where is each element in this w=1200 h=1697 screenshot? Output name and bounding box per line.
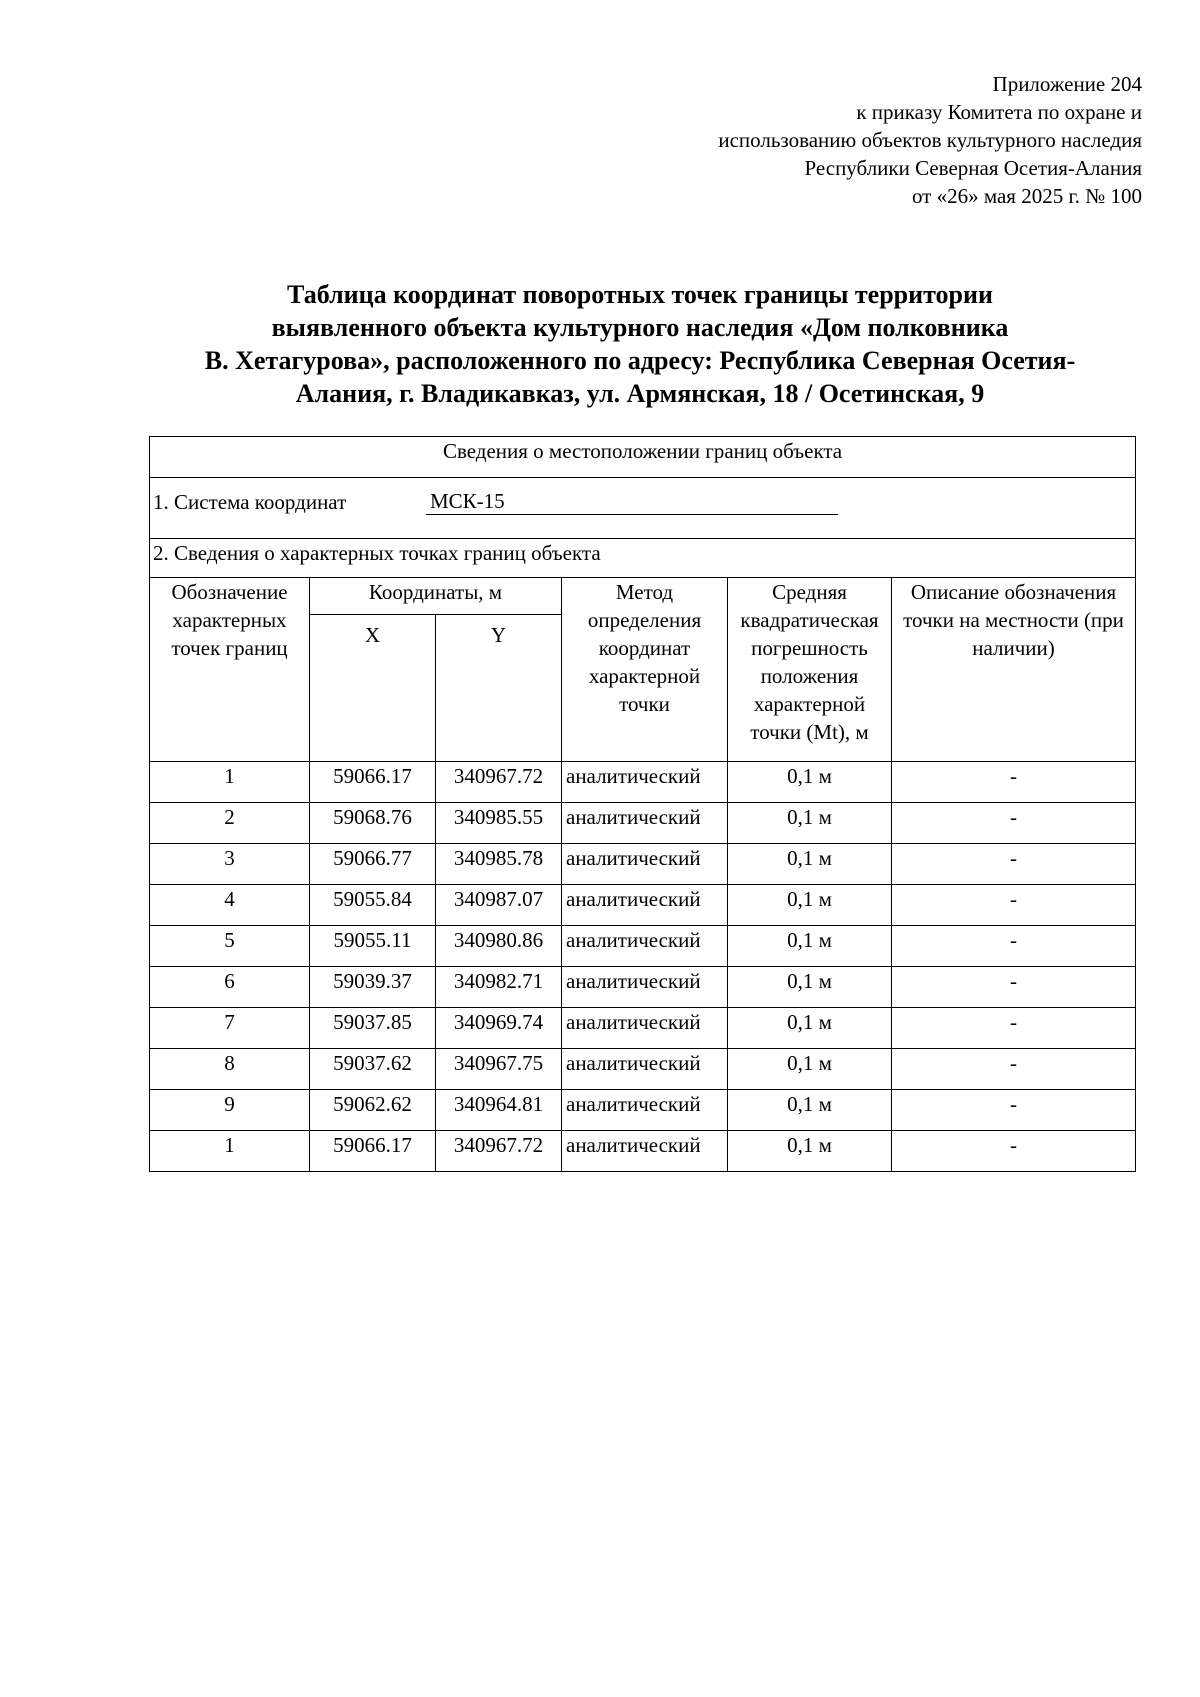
point-id-cell: 4 [150,885,310,926]
point-id-cell: 3 [150,844,310,885]
header-y: Y [436,615,562,762]
description-cell: - [892,1049,1136,1090]
y-coordinate-cell: 340985.78 [436,844,562,885]
table-row [150,1008,1136,1049]
table-row [150,1131,1136,1172]
x-coordinate-cell: 59037.62 [310,1049,436,1090]
appendix-line: Республики Северная Осетия-Алания [804,156,1142,180]
coordinate-system-label: 1. Система координат [153,490,347,514]
error-cell: 0,1 м [728,803,892,844]
error-cell: 0,1 м [728,885,892,926]
x-coordinate-cell: 59055.84 [310,885,436,926]
y-coordinate-cell: 340987.07 [436,885,562,926]
error-cell: 0,1 м [728,967,892,1008]
location-section-title: Сведения о местоположении границ объекта [150,437,1136,478]
x-coordinate-cell: 59039.37 [310,967,436,1008]
x-coordinate-cell: 59066.17 [310,1131,436,1172]
table-row [150,885,1136,926]
method-cell: аналитический [562,1090,728,1131]
description-cell: - [892,885,1136,926]
y-coordinate-cell: 340980.86 [436,926,562,967]
header-designation: Обозначение характерных точек границ [150,578,310,762]
error-cell: 0,1 м [728,926,892,967]
point-id-cell: 1 [150,762,310,803]
x-coordinate-cell: 59068.76 [310,803,436,844]
y-coordinate-cell: 340982.71 [436,967,562,1008]
error-cell: 0,1 м [728,762,892,803]
point-id-cell: 5 [150,926,310,967]
table-row [150,1049,1136,1090]
appendix-block [718,70,1142,210]
method-cell: аналитический [562,967,728,1008]
x-coordinate-cell: 59037.85 [310,1008,436,1049]
table-row [150,803,1136,844]
table-row [150,967,1136,1008]
header-coordinates: Координаты, м [310,578,562,615]
error-cell: 0,1 м [728,844,892,885]
point-id-cell: 9 [150,1090,310,1131]
description-cell: - [892,803,1136,844]
y-coordinate-cell: 340985.55 [436,803,562,844]
header-x: X [310,615,436,762]
boundary-table [149,436,1136,1172]
title-line: Таблица координат поворотных точек границы территории [287,280,993,309]
method-cell: аналитический [562,926,728,967]
points-section-title: 2. Сведения о характерных точках границ объекта [150,539,1136,578]
method-cell: аналитический [562,803,728,844]
header-error: Средняя квадратическая погрешность положения характерной точки (Mt), м [728,578,892,762]
method-cell: аналитический [562,1049,728,1090]
document-title [120,278,1160,410]
y-coordinate-cell: 340967.72 [436,1131,562,1172]
error-cell: 0,1 м [728,1131,892,1172]
point-id-cell: 8 [150,1049,310,1090]
description-cell: - [892,844,1136,885]
title-line: выявленного объекта культурного наследия «Дом полковника [271,313,1009,342]
table-row [150,926,1136,967]
method-cell: аналитический [562,1008,728,1049]
title-line: В. Хетагурова», расположенного по адресу: Республика Северная Осетия- [204,346,1076,375]
x-coordinate-cell: 59055.11 [310,926,436,967]
coordinate-system-value: МСК-15 [426,488,838,515]
appendix-line: Приложение 204 [992,72,1142,96]
error-cell: 0,1 м [728,1090,892,1131]
appendix-line: к приказу Комитета по охране и [856,100,1142,124]
description-cell: - [892,926,1136,967]
error-cell: 0,1 м [728,1008,892,1049]
point-id-cell: 6 [150,967,310,1008]
description-cell: - [892,967,1136,1008]
description-cell: - [892,1008,1136,1049]
y-coordinate-cell: 340969.74 [436,1008,562,1049]
y-coordinate-cell: 340964.81 [436,1090,562,1131]
y-coordinate-cell: 340967.72 [436,762,562,803]
method-cell: аналитический [562,885,728,926]
point-id-cell: 2 [150,803,310,844]
point-id-cell: 7 [150,1008,310,1049]
header-method: Метод определения координат характерной точки [562,578,728,762]
title-line: Алания, г. Владикавказ, ул. Армянская, 18 / Осетинская, 9 [295,379,985,408]
method-cell: аналитический [562,844,728,885]
coordinate-system-cell [150,478,1136,539]
point-id-cell: 1 [150,1131,310,1172]
appendix-line: использованию объектов культурного наследия [718,128,1142,152]
description-cell: - [892,1131,1136,1172]
x-coordinate-cell: 59062.62 [310,1090,436,1131]
table-row [150,762,1136,803]
table-row [150,844,1136,885]
appendix-line: от «26» мая 2025 г. № 100 [911,184,1142,208]
y-coordinate-cell: 340967.75 [436,1049,562,1090]
table-row [150,1090,1136,1131]
points-table-body [150,762,1136,1172]
method-cell: аналитический [562,1131,728,1172]
description-cell: - [892,762,1136,803]
x-coordinate-cell: 59066.77 [310,844,436,885]
x-coordinate-cell: 59066.17 [310,762,436,803]
description-cell: - [892,1090,1136,1131]
error-cell: 0,1 м [728,1049,892,1090]
method-cell: аналитический [562,762,728,803]
header-description: Описание обозначения точки на местности (при наличии) [892,578,1136,762]
